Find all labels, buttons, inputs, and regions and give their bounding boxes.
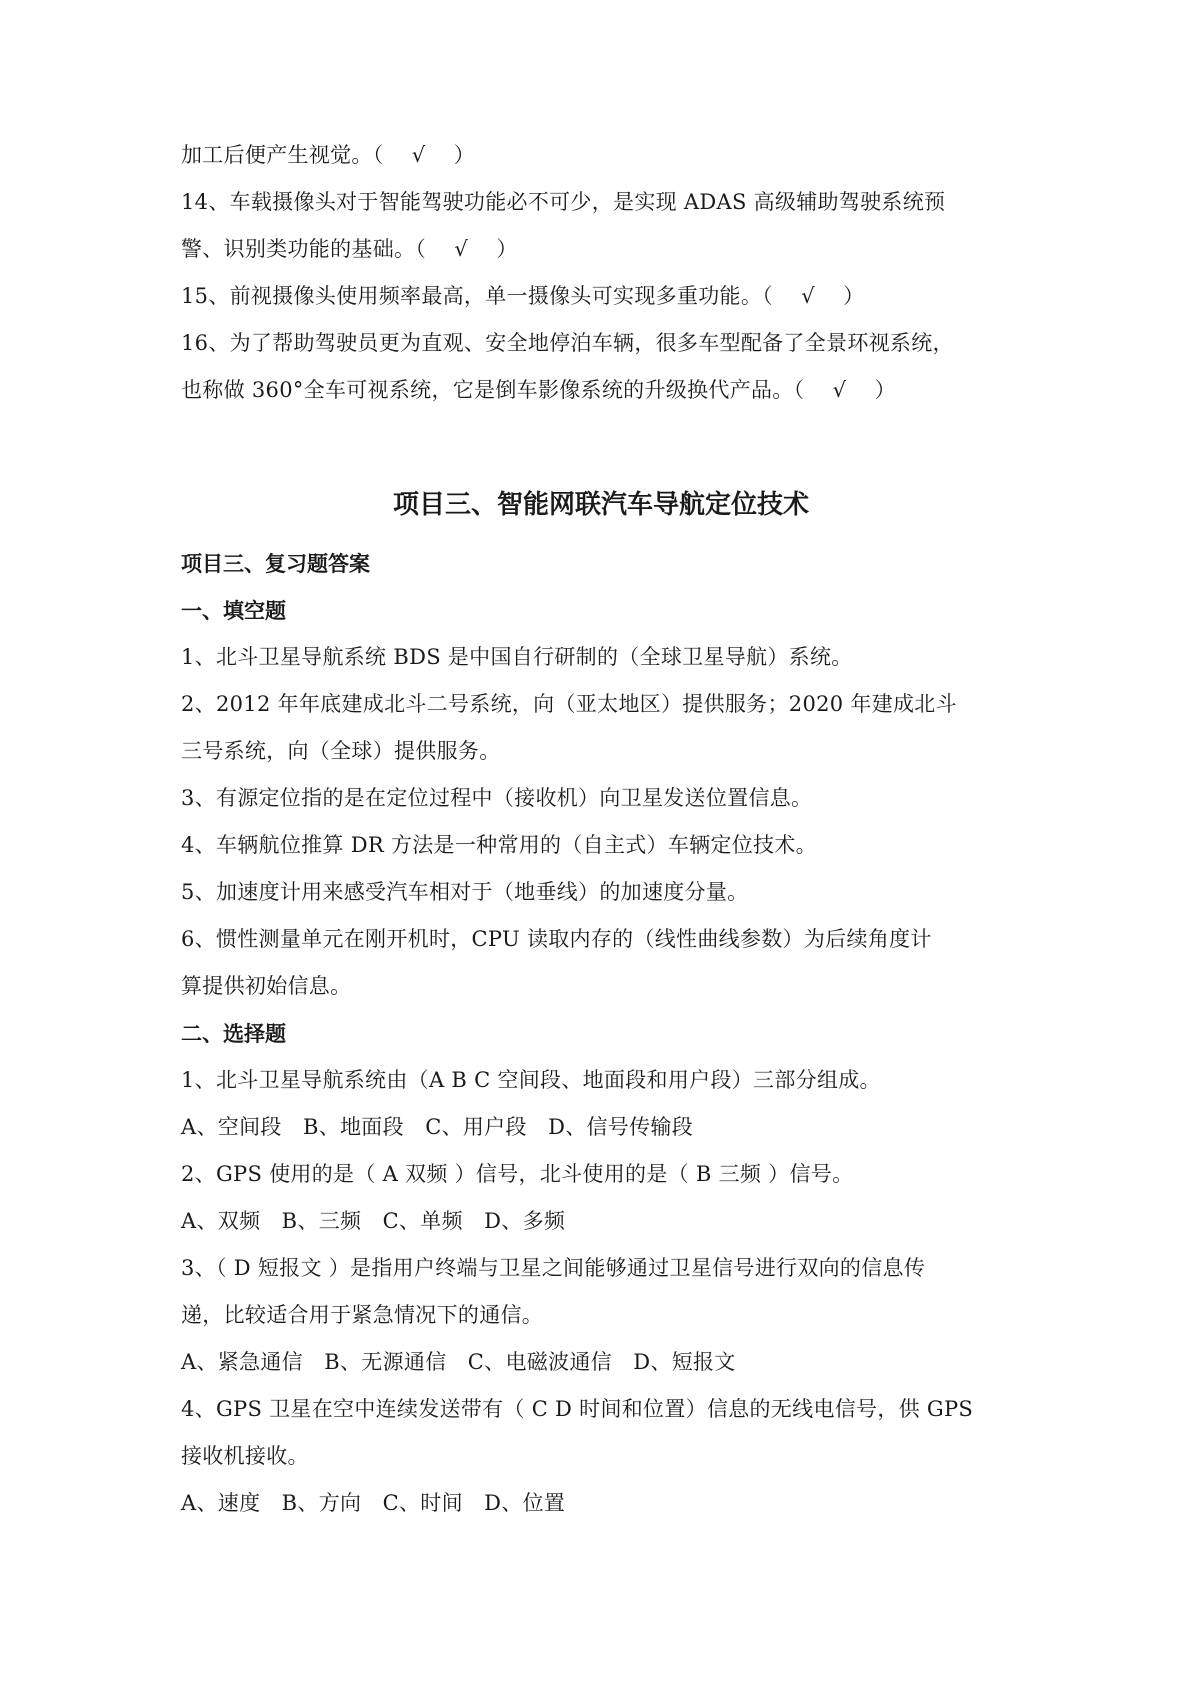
text-line: 16、为了帮助驾驶员更为直观、安全地停泊车辆，很多车型配备了全景环视系统，: [181, 331, 954, 355]
text-line: A、双频 B、三频 C、单频 D、多频: [181, 1209, 566, 1233]
fill-blank-answers: [181, 634, 1021, 1010]
text-line: 加工后便产生视觉。（ √ ）: [181, 143, 476, 167]
text-line: 14、车载摄像头对于智能驾驶功能必不可少，是实现 ADAS 高级辅助驾驶系统预: [181, 190, 946, 214]
text-line: 递，比较适合用于紧急情况下的通信。: [181, 1303, 544, 1327]
choice-answers: [181, 1057, 1021, 1527]
text-line: 6、惯性测量单元在刚开机时，CPU 读取内存的（线性曲线参数）为后续角度计: [181, 927, 932, 951]
text-line: 15、前视摄像头使用频率最高，单一摄像头可实现多重功能。（ √ ）: [181, 284, 865, 308]
text-line: 算提供初始信息。: [181, 974, 352, 998]
text-line: 警、识别类功能的基础。（ √ ）: [181, 237, 518, 261]
text-line: 2、GPS 使用的是（ A 双频 ）信号，北斗使用的是（ B 三频 ）信号。: [181, 1162, 854, 1186]
text-line: 4、GPS 卫星在空中连续发送带有（ C D 时间和位置）信息的无线电信号，供 GPS: [181, 1397, 974, 1421]
text-line: 5、加速度计用来感受汽车相对于（地垂线）的加速度分量。: [181, 880, 749, 904]
text-line: 1、北斗卫星导航系统 BDS 是中国自行研制的（全球卫星导航）系统。: [181, 645, 853, 669]
text-line: 1、北斗卫星导航系统由（A B C 空间段、地面段和用户段）三部分组成。: [181, 1068, 881, 1092]
choice-heading: 二、选择题: [181, 1021, 286, 1046]
text-line: A、紧急通信 B、无源通信 C、电磁波通信 D、短报文: [181, 1350, 736, 1374]
text-line: 接收机接收。: [181, 1444, 309, 1468]
project-subtitle: 项目三、复习题答案: [181, 551, 370, 576]
fill-blank-heading: 一、填空题: [181, 598, 286, 623]
text-line: 3、（ D 短报文 ）是指用户终端与卫星之间能够通过卫星信号进行双向的信息传: [181, 1256, 926, 1280]
project-title: 项目三、智能网联汽车导航定位技术: [392, 490, 809, 520]
true-false-answers: [181, 132, 1021, 414]
text-line: 也称做 360°全车可视系统，它是倒车影像系统的升级换代产品。（ √ ）: [181, 378, 896, 402]
text-line: 三号系统，向（全球）提供服务。: [181, 739, 501, 763]
text-line: A、速度 B、方向 C、时间 D、位置: [181, 1491, 566, 1515]
text-line: A、空间段 B、地面段 C、用户段 D、信号传输段: [181, 1115, 694, 1139]
text-line: 4、车辆航位推算 DR 方法是一种常用的（自主式）车辆定位技术。: [181, 833, 817, 857]
text-line: 3、有源定位指的是在定位过程中（接收机）向卫星发送位置信息。: [181, 786, 813, 810]
text-line: 2、2012 年年底建成北斗二号系统，向（亚太地区）提供服务；2020 年建成北斗: [181, 692, 957, 716]
